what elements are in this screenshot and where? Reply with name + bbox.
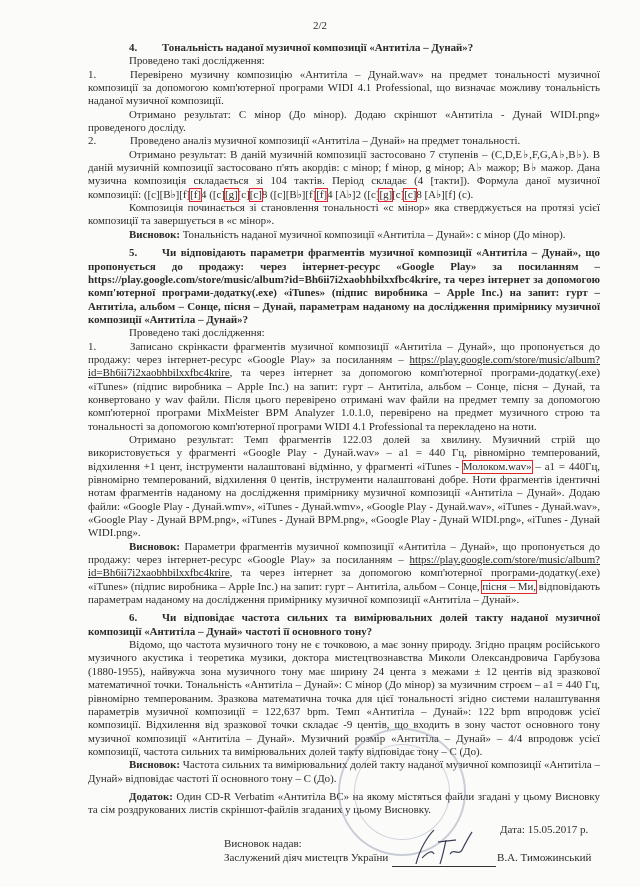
text: Проведено такі дослідження: (129, 327, 265, 340)
paragraph (88, 149, 600, 202)
url-text: https://play.google.com/store/music/album?id=Bh6ii7i2xaobhbilxxfbc4krire (88, 353, 600, 380)
paragraph (88, 55, 600, 68)
text: Проведено аналіз музичної композиції «Антитіла – Дунай» на предмет тональності. (130, 135, 521, 148)
text: , та через інтернет за допомогою комп'ютерної програми-додатку(.exe) «iTunes» (підпис виробника – Apple Inc.) на запит: гурт – Антитіла, альбом – Сонце, пісня – Дунай, та конвертовано у wav файли. Після цього перевірено отримані wav файли на предмет темпу за допомогою комп'ютерної програми MixMeister BPM Analyzer 1.0.1.0, перевірено на предмет музичного строю та тональності за допомогою комп'ютерної програми WIDI 4.1 Professional та перекладено на ноти. (88, 367, 600, 433)
text: Параметри фрагментів музичної композиції «Антитіла – Дунай», що пропонується до продажу: через інтернет-ресурс «Google Play» за посиланням – (88, 540, 600, 567)
item-number: 6. (129, 612, 138, 625)
text: Перевірено музичну композицію «Антитіла – Дунай.wav» на предмет тональності музичної композиції за допомогою комп'ютерної програми WIDI 4.1 Professional, що визначає можливу тональність наданої музичної композиції. (88, 68, 600, 108)
signer-name: В.А. Тиможинський (497, 852, 592, 864)
text: Отримано результат: В даній музичній композиції застосовано 7 ступенів – (C,D,E♭,F,G,A♭,B♭). В даній музичній композиції застосовано п'ять акордів: с мінор; f мінор, g мінор; A♭ мажор; B♭ мажор. Дана музична композиція складається зі 104 тактів. Період складає (4 [такти]). Формула даної музичної композиції: ([c][B♭][f] (88, 148, 600, 201)
text: Отримано результат: С мінор (До мінор). Додаю скріншот «Антитіла - Дунай WIDI.png» проведеного досліду. (88, 108, 600, 135)
item-number: 2. (88, 135, 97, 148)
text: відповідають параметрам наданому на дослідження примірнику музичної композиції «Антитіла – Дунай». (88, 580, 600, 607)
bold-text: Тональність наданої музичної композиції «Антитіла – Дунай»? (162, 42, 474, 54)
text: 8 ([c][B♭][f] (261, 188, 317, 201)
signature (398, 828, 478, 868)
bold-text: Висновок: (129, 759, 180, 772)
bold-text: Додаток: (129, 790, 173, 803)
highlighted-text: [g] (224, 188, 238, 201)
paragraph (88, 341, 600, 434)
text: 8 [A♭][f] (c). (416, 188, 474, 201)
bold-text: Висновок: (129, 228, 180, 241)
page-number: 2/2 (312, 20, 328, 32)
text: Тональність наданої музичної композиції «Антитіла – Дунай»: с мінор (До мінор). (179, 228, 566, 241)
paragraph (88, 109, 600, 136)
section-heading (88, 247, 600, 327)
bold-text: Чи відповідає частота сильних та вимірювальних долей такту наданої музичної композиції «Антитіла – Дунай» частоті її основного тону? (88, 612, 600, 638)
highlighted-text: [g] (379, 188, 393, 201)
document-body (88, 37, 600, 818)
section-heading (88, 42, 600, 55)
item-number: 4. (129, 42, 138, 54)
paragraph (88, 639, 600, 759)
text: Один CD-R Verbatim «Антитіла ВС» на якому містяться файли згадані у цьому Висновку та сім роздрукованих листів скріншот-файлів згаданих у цьому Висновку. (88, 790, 600, 817)
highlighted-text: пісня – Ми, (482, 580, 536, 593)
paragraph (88, 434, 600, 541)
text: Композиція починається зі становлення тональності «с мінор» яка стверджується на протязі усієї композиції та завершується в «с мінор». (88, 202, 600, 228)
item-number: 1. (88, 340, 97, 353)
text: Отримано результат: Темп фрагментів 122.03 долей за хвилину. Музичний стрій що використовується у фрагменті «Google Play - Дунай.wav» – a1 = 440 Гц, рівномірно темперований, відхилення +1 цент, інструменти налаштовані відмінно, у фрагменті «iTunes - (88, 433, 600, 473)
text: Проведено такі дослідження: (129, 55, 265, 68)
text: Частота сильних та вимірювальних долей такту наданої музичної композиції «Антитіла – Дунай» відповідає частоті її основного тону – С (До). (88, 759, 600, 785)
text: , та через інтернет за допомогою комп'ютерної програми-додатку(.exe) «iTunes» (підпис виробника – Apple Inc.) на запит: гурт – Антитіла, альбом – Сонце, (88, 567, 600, 593)
text: [c] (392, 188, 405, 201)
text: – a1 = 440Гц, рівномірно темперований, відхилення 0 центів, інструменти налаштовані добре. Ноти фрагментів ідентичні нотам фрагментів наданому на дослідження примірнику музичної композиції «Антитіла – Дунай». Додаю файли: «Google Play - Дунай.wmv», «iTunes - Дунай.wmv», «Google Play - Дунай.wav», «iTunes - Дунай.wav», «Google Play - Дунай BPM.png», «iTunes - Дунай BPM.png», «Google Play - Дунай WIDI.png», «iTunes - Дунай WIDI.png». (88, 460, 600, 540)
highlighted-text: Молоком.wav» (462, 460, 532, 473)
item-number: 1. (88, 68, 97, 81)
bold-text: Висновок: (129, 540, 180, 553)
section-heading (88, 612, 600, 639)
paragraph (88, 229, 600, 242)
highlighted-text: [f] (316, 188, 328, 201)
paragraph (88, 202, 600, 229)
date: Дата: 15.05.2017 р. (500, 824, 589, 836)
highlighted-text: [c] (404, 188, 417, 201)
text: Записано скрінкасти фрагментів музичної композиції «Антитіла – Дунай», що пропонується до продажу: через інтернет-ресурс «Google Play» за посиланням – (88, 340, 600, 366)
item-number: 5. (129, 247, 138, 260)
url-text: https://play.google.com/store/music/album?id=Bh6ii7i2xaobhbilxxfbc4krire (88, 554, 600, 580)
text: [c] (237, 188, 250, 201)
text: Відомо, що частота музичного тону не є точковою, а має зонну природу. Згідно працям російського музичного акустика і теоретика музики, доктора мистецтвознавства Миколи Олександровича Гарбузова (1880-1955), найвужча зона музичного тону має ширину 24 цента з межами ± 12 центів від зразкової математичної точки. Тональність «Антитіла – Дунай»: С мінор (До мінор) за музичним строєм – a1 = 440 Гц, рівномірно темперованим. Зразкова математична точка для цієї тональності згідно системи налаштування параметрів музичної композиції = 122,637 bpm. Темп «Антитіла – Дунай»: 122 bpm впродовж усієї композиції. Відхилення від зразкової точки складає -9 центів, що входить в зону частот основного тону музичної композиції «Антитіла – Дунай». Музичний розмір «Антитіла – Дунай» – 4/4 впродовж усієї композиції, частота сильних та вимірювальних долей такту відповідає тону – С (До). (88, 639, 600, 758)
text: 4 ([c] (201, 188, 225, 201)
paragraph (88, 541, 600, 608)
bold-text: Чи відповідають параметри фрагментів музичної композиції «Антитіла – Дунай», що пропонується до продажу: через інтернет-ресурс «Google Play» за посиланням – https://play.google.com/store/music/album?id=Bh6ii7i2xaobhbilxxfbc4krire, та через інтернет за допомогою комп'ютерної програми-додатку(.exe) «iTunes» (підпис виробника – Apple Inc.) на запит: гурт – Антитіла, альбом – Сонце, пісня – Дунай, параметрам наданому на дослідження примірнику музичної композиції «Антитіла – Дунай»? (88, 247, 600, 326)
signature-line (392, 866, 496, 867)
signed-by-label: Висновок надав: (224, 838, 302, 850)
signer-title: Заслужений діяч мистецтв України (224, 852, 389, 864)
text: 4 [A♭]2 ([c] (327, 188, 380, 201)
paragraph (88, 327, 600, 340)
paragraph (88, 69, 600, 109)
highlighted-text: [c] (249, 188, 262, 201)
highlighted-text: [f] (190, 188, 202, 201)
paragraph (88, 135, 600, 148)
